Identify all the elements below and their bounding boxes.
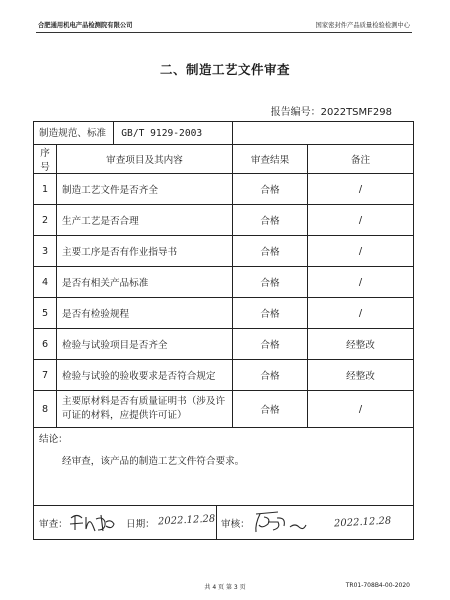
col-header-no: 序号	[34, 145, 57, 174]
standard-divider	[113, 122, 114, 144]
row-no: 1	[34, 174, 57, 205]
page-footer: 共 4 页 第 3 页	[204, 584, 246, 591]
row-result: 合格	[233, 298, 308, 329]
row-result: 合格	[233, 391, 308, 428]
conclusion-cell	[34, 428, 414, 506]
table-row	[34, 360, 414, 391]
standard-cell	[34, 122, 233, 145]
review-date-label: 日期：	[126, 519, 155, 530]
review-table	[33, 121, 414, 540]
row-note: 经整改	[308, 329, 414, 360]
auditor-signature	[250, 508, 308, 536]
table-row	[34, 236, 414, 267]
header-right: 国家密封件产品质量检验检测中心	[315, 22, 410, 29]
table-row	[34, 391, 414, 428]
row-no: 3	[34, 236, 57, 267]
review-date: 2022.12.28	[157, 513, 216, 528]
standard-row	[34, 122, 414, 145]
audit-date: 2022.12.28	[333, 515, 392, 530]
row-note: /	[308, 391, 414, 428]
table-row	[34, 267, 414, 298]
review-label: 审查：	[39, 519, 68, 530]
conclusion-label: 结论：	[39, 434, 68, 445]
table-row	[34, 174, 414, 205]
reviewer-signature	[68, 510, 118, 534]
col-header-result: 审查结果	[233, 145, 308, 174]
row-item: 是否有检验规程	[57, 298, 233, 329]
row-note: /	[308, 236, 414, 267]
header-divider	[36, 32, 412, 33]
row-result: 合格	[233, 174, 308, 205]
col-header-note: 备注	[308, 145, 414, 174]
row-result: 合格	[233, 236, 308, 267]
header-left: 合肥通用机电产品检测院有限公司	[38, 22, 133, 29]
table-header-row	[34, 145, 414, 174]
row-item: 主要工序是否有作业指导书	[57, 236, 233, 267]
row-no: 5	[34, 298, 57, 329]
table-row	[34, 205, 414, 236]
row-item: 制造工艺文件是否齐全	[57, 174, 233, 205]
signoff-row	[34, 506, 414, 540]
page-title: 二、制造工艺文件审查	[159, 62, 290, 77]
row-item: 检验与试验的验收要求是否符合规定	[57, 360, 233, 391]
conclusion-text: 经审查，该产品的制造工艺文件符合要求。	[62, 456, 245, 467]
signoff-cell	[34, 506, 414, 540]
row-no: 8	[34, 391, 57, 428]
form-code: TR01-708B4-00-2020	[345, 582, 410, 589]
row-no: 4	[34, 267, 57, 298]
table-row	[34, 298, 414, 329]
row-result: 合格	[233, 205, 308, 236]
row-note: /	[308, 298, 414, 329]
row-result: 合格	[233, 360, 308, 391]
row-result: 合格	[233, 267, 308, 298]
standard-label: 制造规范、标准	[39, 128, 107, 139]
conclusion-row	[34, 428, 414, 506]
row-item: 生产工艺是否合理	[57, 205, 233, 236]
standard-empty-cell	[233, 122, 414, 145]
row-no: 6	[34, 329, 57, 360]
row-note: /	[308, 174, 414, 205]
row-note: 经整改	[308, 360, 414, 391]
row-note: /	[308, 205, 414, 236]
row-note: /	[308, 267, 414, 298]
row-result: 合格	[233, 329, 308, 360]
row-item: 主要原材料是否有质量证明书（涉及许可证的材料，应提供许可证）	[57, 391, 233, 428]
signoff-divider	[216, 506, 217, 539]
report-number: 报告编号：2022TSMF298	[270, 107, 392, 118]
col-header-item: 审查项目及其内容	[57, 145, 233, 174]
standard-value: GB/T 9129-2003	[121, 128, 203, 139]
row-no: 7	[34, 360, 57, 391]
row-item: 是否有相关产品标准	[57, 267, 233, 298]
row-item: 检验与试验项目是否齐全	[57, 329, 233, 360]
audit-label: 审核：	[221, 519, 250, 530]
table-row	[34, 329, 414, 360]
row-no: 2	[34, 205, 57, 236]
